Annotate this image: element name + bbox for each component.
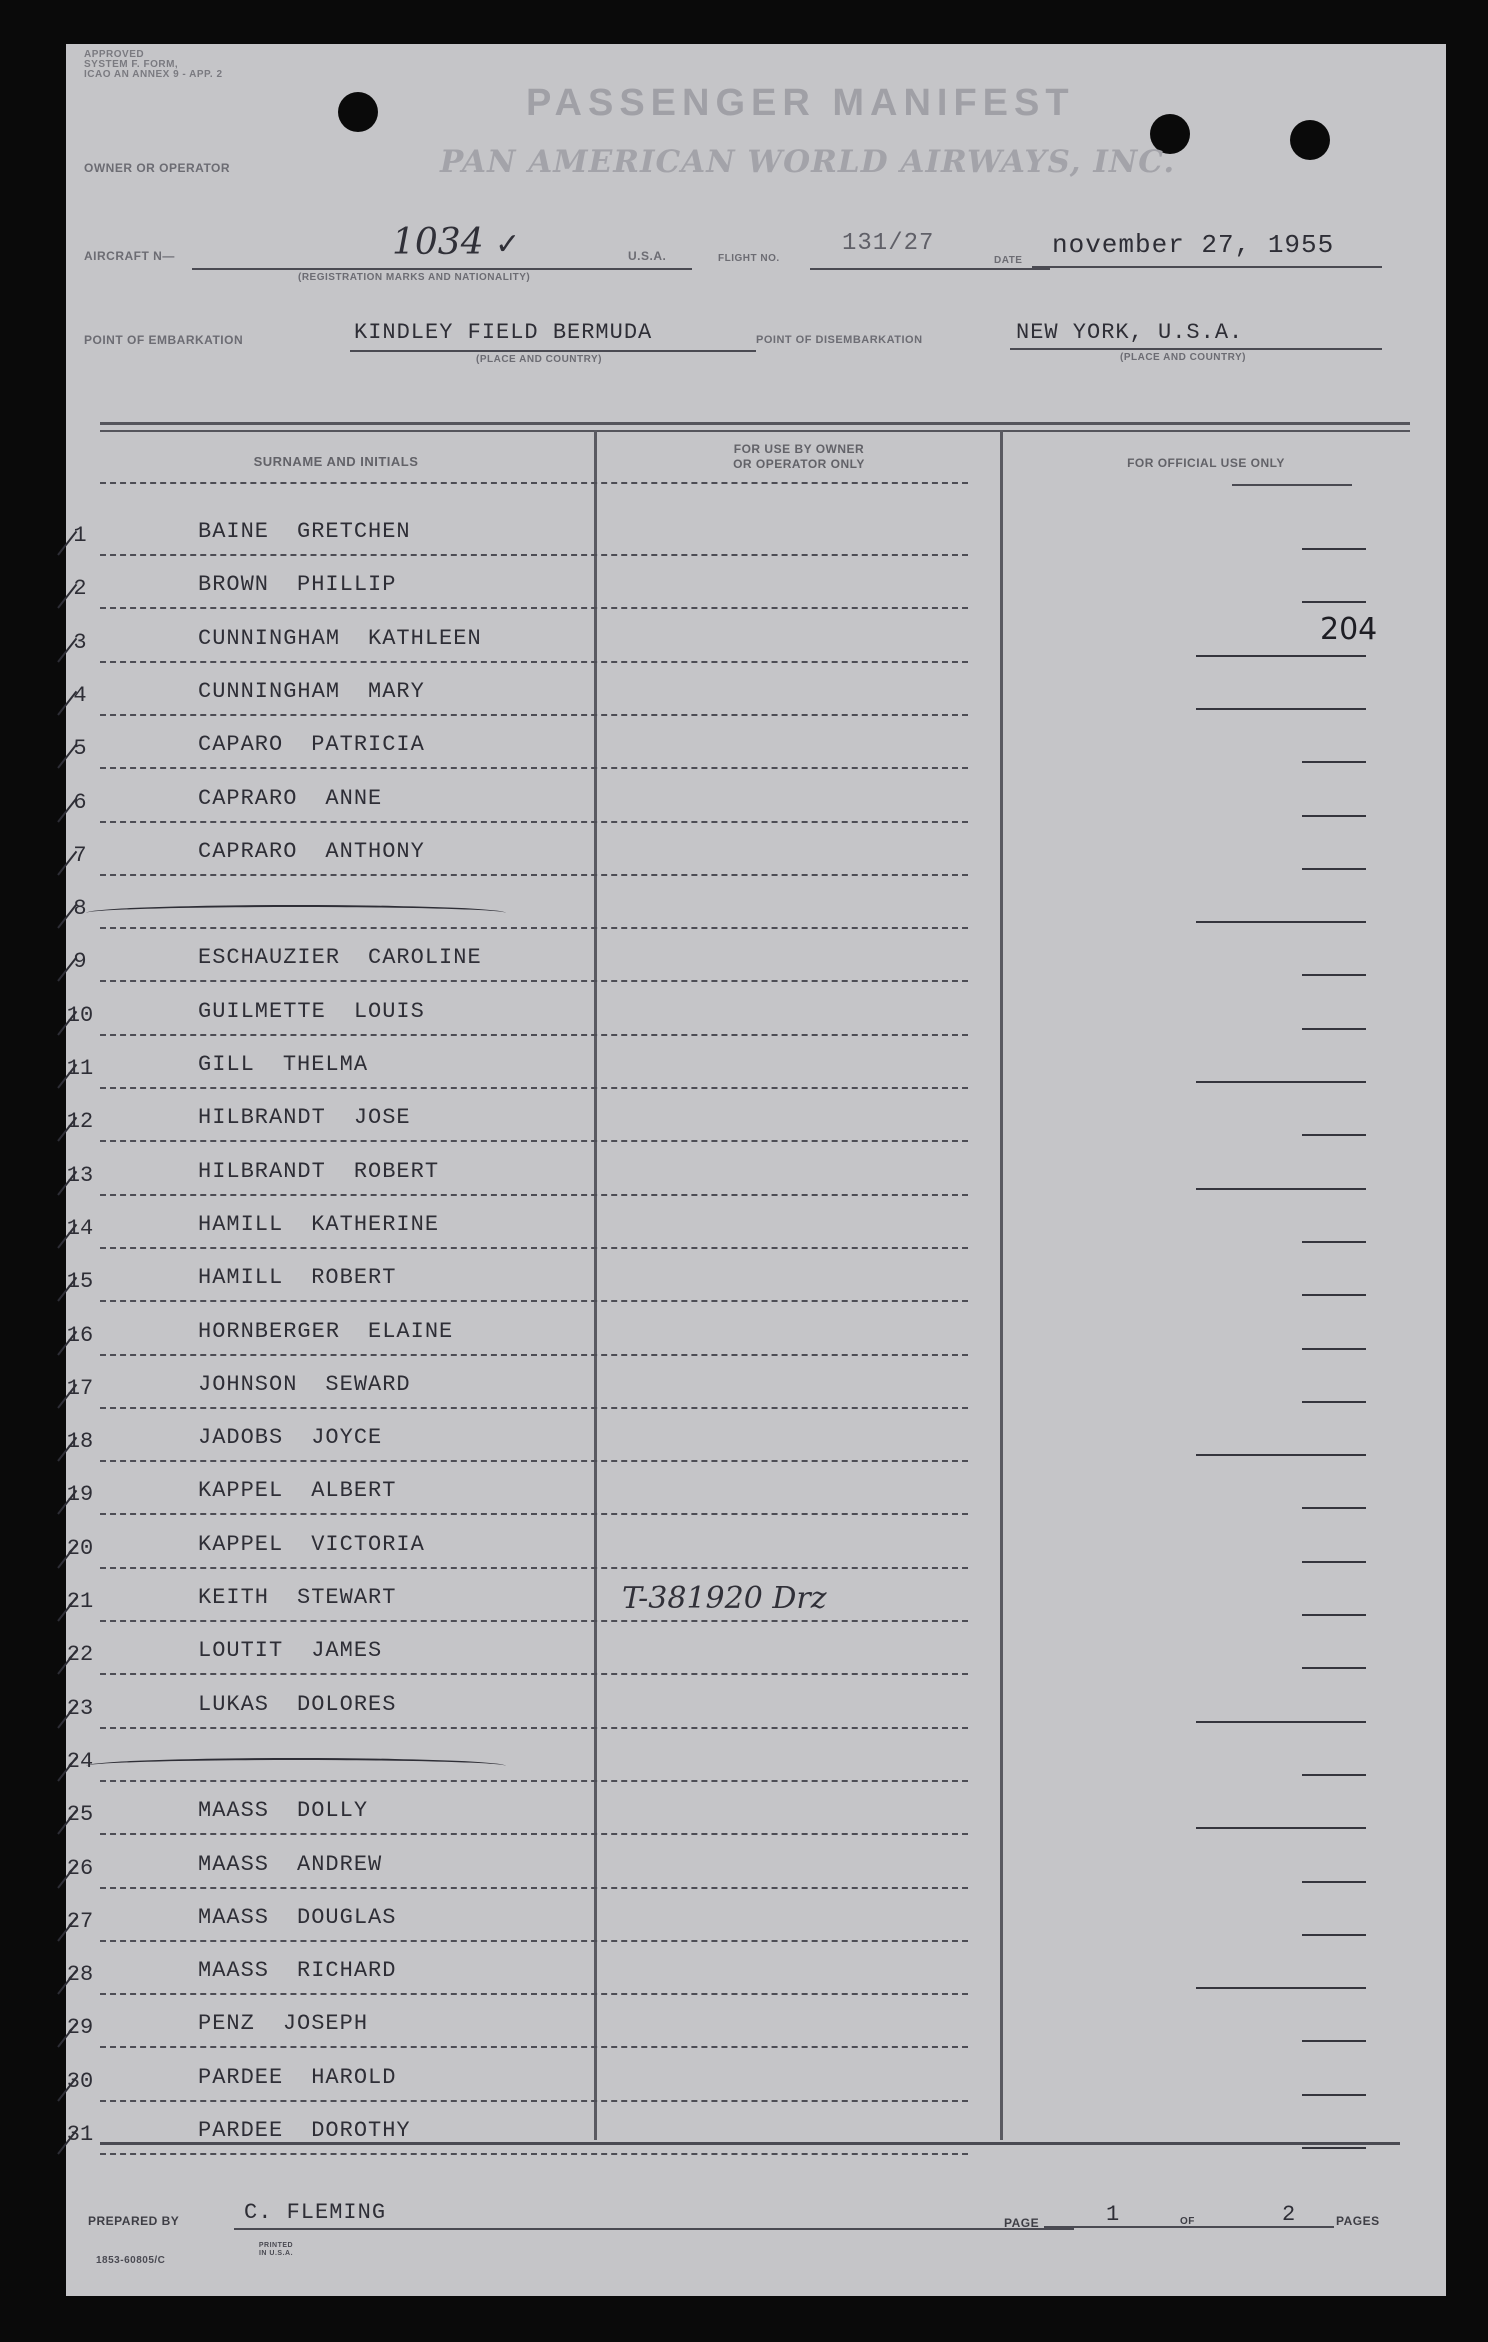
- passenger-row: [66, 1195, 1446, 1249]
- passenger-row: [66, 1728, 1446, 1782]
- official-use-blank: [1302, 1881, 1366, 1883]
- passenger-row: [66, 982, 1446, 1036]
- passenger-surname: MAASS: [198, 1904, 270, 1930]
- row-number: 14: [66, 1215, 94, 1241]
- passenger-given-name: ALBERT: [311, 1478, 397, 1504]
- row-number: 6: [73, 789, 87, 815]
- passenger-name: [198, 1105, 411, 1130]
- punch-hole: [338, 92, 378, 132]
- row-number: 15: [66, 1269, 94, 1295]
- row-number: 30: [66, 2068, 94, 2094]
- column-header-surname: SURNAME AND INITIALS: [253, 454, 419, 469]
- passenger-surname: LOUTIT: [198, 1638, 284, 1664]
- official-use-blank: [1302, 1614, 1366, 1616]
- official-use-blank: [1302, 1294, 1366, 1296]
- passenger-row: [66, 2101, 1446, 2155]
- passenger-row: [66, 1835, 1446, 1889]
- row-number: 2: [73, 576, 87, 602]
- row-number: 16: [66, 1322, 94, 1348]
- prepared-label: PREPARED BY: [88, 2214, 180, 2228]
- row-number: 29: [66, 2015, 94, 2041]
- passenger-row: [66, 555, 1446, 609]
- page-total: 2: [1282, 2202, 1297, 2227]
- row-number: 17: [66, 1375, 94, 1401]
- passenger-row: [66, 769, 1446, 823]
- passenger-given-name: SEWARD: [325, 1371, 411, 1397]
- passenger-row: [66, 1621, 1446, 1675]
- official-use-blank: [1302, 815, 1366, 817]
- page-number: 1: [1106, 2202, 1121, 2227]
- row-number: 3: [73, 629, 87, 655]
- passenger-surname: HAMILL: [198, 1211, 284, 1237]
- aircraft-value: 1034 ✓: [392, 222, 521, 263]
- passenger-surname: CAPARO: [198, 732, 284, 758]
- official-use-blank: [1302, 1774, 1366, 1776]
- passenger-row: [66, 822, 1446, 876]
- prepared-line: [234, 2228, 1074, 2230]
- passenger-given-name: JOYCE: [311, 1425, 383, 1451]
- passenger-row: [66, 1408, 1446, 1462]
- row-number: 7: [73, 842, 87, 868]
- official-use-blank: [1302, 601, 1366, 603]
- passenger-name: [198, 572, 396, 597]
- passenger-given-name: JOSE: [353, 1105, 411, 1131]
- strike-through-line: [86, 905, 506, 921]
- header-row-line: [100, 482, 968, 484]
- passenger-name: [198, 1798, 368, 1823]
- of-label: OF: [1180, 2216, 1195, 2227]
- passenger-given-name: HAROLD: [311, 2064, 397, 2090]
- column-header-owner: FOR USE BY OWNER OR OPERATOR ONLY: [733, 442, 865, 471]
- official-use-blank: [1196, 1721, 1366, 1723]
- table-bottom-rule: [100, 2142, 1400, 2145]
- margin-note: 204: [1320, 612, 1378, 647]
- passenger-given-name: ANTHONY: [325, 838, 425, 864]
- date-line: [1032, 266, 1382, 268]
- row-number: 23: [66, 1695, 94, 1721]
- prepared-value: C. FLEMING: [244, 2200, 387, 2225]
- company-name: PAN AMERICAN WORLD AIRWAYS, INC.: [440, 144, 1176, 180]
- passenger-given-name: DOUGLAS: [297, 1904, 397, 1930]
- passenger-row: [66, 1248, 1446, 1302]
- passenger-row: [66, 1568, 1446, 1622]
- official-use-blank: [1302, 974, 1366, 976]
- row-number: 11: [66, 1056, 94, 1081]
- row-number: 13: [66, 1162, 94, 1188]
- form-number: 1853-60805/C: [96, 2255, 166, 2266]
- passenger-surname: HILBRANDT: [198, 1158, 326, 1184]
- column-header-official: FOR OFFICIAL USE ONLY: [1127, 456, 1285, 470]
- printed-stamp: PRINTED IN U.S.A.: [258, 2242, 294, 2257]
- official-use-blank: [1302, 2147, 1366, 2149]
- passenger-surname: BAINE: [198, 519, 270, 544]
- row-number: 27: [66, 1908, 94, 1934]
- embarkation-value: KINDLEY FIELD BERMUDA: [354, 320, 653, 345]
- passenger-given-name: JAMES: [311, 1638, 383, 1664]
- passenger-name: [198, 2011, 368, 2036]
- row-number: 5: [73, 736, 87, 762]
- row-number: 31: [66, 2122, 94, 2147]
- passenger-name: [198, 1585, 396, 1610]
- official-use-blank: [1302, 1348, 1366, 1350]
- official-use-blank: [1302, 1667, 1366, 1669]
- passenger-row: [66, 662, 1446, 716]
- official-use-blank: [1302, 2040, 1366, 2042]
- usa-label: U.S.A.: [628, 249, 667, 263]
- passenger-surname: PARDEE: [198, 2118, 284, 2143]
- passenger-name: [198, 1905, 396, 1930]
- row-number: 10: [66, 1002, 94, 1028]
- embarkation-line: [350, 350, 756, 352]
- flight-line: [810, 268, 1050, 270]
- passenger-surname: ESCHAUZIER: [198, 945, 341, 971]
- official-use-blank: [1196, 921, 1366, 923]
- row-number: 28: [66, 1962, 94, 1988]
- passenger-surname: CUNNINGHAM: [198, 625, 341, 651]
- official-use-blank: [1196, 1454, 1366, 1456]
- passenger-given-name: RICHARD: [297, 1958, 397, 1984]
- official-use-blank: [1196, 1827, 1366, 1829]
- passenger-surname: HILBRANDT: [198, 1105, 326, 1131]
- official-use-blank: [1302, 1934, 1366, 1936]
- official-use-blank: [1196, 655, 1366, 657]
- passenger-given-name: DOLORES: [297, 1691, 397, 1717]
- passenger-name: [198, 1638, 382, 1663]
- passenger-given-name: LOUIS: [353, 998, 425, 1024]
- passenger-row: [66, 1355, 1446, 1409]
- passenger-given-name: KATHERINE: [311, 1211, 440, 1237]
- passenger-surname: LUKAS: [198, 1691, 270, 1717]
- passenger-given-name: DOLLY: [297, 1798, 369, 1824]
- passenger-name: [198, 999, 425, 1024]
- passenger-name: [198, 519, 411, 544]
- passenger-surname: GILL: [198, 1052, 255, 1077]
- passenger-surname: CUNNINGHAM: [198, 678, 341, 704]
- passenger-row: [66, 1781, 1446, 1835]
- passenger-name: [198, 1692, 396, 1717]
- passenger-given-name: PHILLIP: [297, 572, 397, 598]
- passenger-given-name: GRETCHEN: [297, 519, 411, 544]
- date-value: november 27, 1955: [1052, 230, 1335, 260]
- passenger-surname: KAPPEL: [198, 1478, 284, 1504]
- disembarkation-label: POINT OF DISEMBARKATION: [756, 334, 923, 346]
- passenger-given-name: ELAINE: [368, 1318, 454, 1344]
- passenger-given-name: STEWART: [297, 1585, 397, 1610]
- table-top-rule: [100, 430, 1410, 432]
- row-number: 9: [73, 949, 87, 975]
- row-number: 26: [66, 1855, 94, 1881]
- passenger-name: [198, 1265, 396, 1290]
- official-use-blank: [1302, 1134, 1366, 1136]
- passenger-given-name: JOSEPH: [282, 2011, 369, 2037]
- passenger-given-name: CAROLINE: [368, 945, 482, 971]
- passenger-row: [66, 2048, 1446, 2102]
- flight-label: FLIGHT NO.: [718, 253, 780, 264]
- passenger-surname: HORNBERGER: [198, 1318, 341, 1344]
- passenger-row: [66, 1888, 1446, 1942]
- official-use-blank: [1302, 761, 1366, 763]
- official-header-underline: [1232, 484, 1352, 486]
- passenger-name: [198, 1532, 425, 1557]
- passenger-given-name: ANDREW: [297, 1851, 383, 1877]
- embarkation-caption: (PLACE AND COUNTRY): [476, 354, 602, 365]
- passenger-name: [198, 839, 425, 864]
- manifest-sheet: [66, 44, 1446, 2296]
- passenger-surname: HAMILL: [198, 1265, 284, 1291]
- passenger-name: [198, 786, 382, 811]
- passenger-name: [198, 626, 482, 651]
- passenger-name: [198, 1212, 439, 1237]
- passenger-name: [198, 945, 482, 970]
- official-use-blank: [1196, 1081, 1366, 1083]
- official-use-blank: [1302, 1401, 1366, 1403]
- passenger-name: [198, 1958, 396, 1983]
- passenger-name: [198, 1052, 368, 1077]
- owner-label: OWNER OR OPERATOR: [84, 161, 231, 175]
- passenger-name: [198, 1319, 453, 1344]
- passenger-row: [66, 1142, 1446, 1196]
- passenger-name: [198, 1852, 382, 1877]
- passenger-surname: CAPRARO: [198, 785, 298, 811]
- passenger-row: [66, 1515, 1446, 1569]
- passenger-given-name: ROBERT: [353, 1158, 440, 1184]
- passenger-row: [66, 1994, 1446, 2048]
- passenger-surname: PARDEE: [198, 2064, 284, 2090]
- form-title: PASSENGER MANIFEST: [526, 82, 1075, 124]
- row-number: 4: [73, 682, 87, 708]
- row-number: 12: [66, 1109, 94, 1135]
- passenger-row: [66, 502, 1446, 556]
- row-number: 19: [66, 1482, 94, 1508]
- passenger-name: [198, 1159, 439, 1184]
- row-number: 24: [66, 1748, 94, 1774]
- strike-through-line: [86, 1758, 506, 1774]
- passenger-surname: PENZ: [198, 2011, 255, 2037]
- date-label: DATE: [994, 255, 1023, 266]
- embarkation-label: POINT OF EMBARKATION: [84, 333, 244, 347]
- approval-note: APPROVED SYSTEM F. FORM, ICAO AN ANNEX 9 - APP. 2: [84, 49, 223, 80]
- passenger-name: [198, 732, 425, 757]
- passenger-row: [66, 1035, 1446, 1089]
- passenger-given-name: VICTORIA: [311, 1531, 425, 1557]
- official-use-blank: [1302, 1507, 1366, 1509]
- operator-note: T-381920 Drz: [622, 1581, 827, 1616]
- passenger-surname: BROWN: [198, 572, 270, 598]
- disembarkation-value: NEW YORK, U.S.A.: [1016, 320, 1244, 345]
- passenger-surname: MAASS: [198, 1958, 270, 1984]
- aircraft-line: [192, 268, 692, 270]
- disembarkation-line: [1010, 348, 1382, 350]
- official-use-blank: [1302, 2094, 1366, 2096]
- passenger-surname: MAASS: [198, 1798, 270, 1824]
- punch-hole: [1290, 120, 1330, 160]
- passenger-surname: JOHNSON: [198, 1371, 298, 1397]
- row-number: 21: [66, 1589, 94, 1614]
- passenger-row: [66, 1088, 1446, 1142]
- row-rule: [100, 2153, 968, 2155]
- flight-value: 131/27: [842, 230, 935, 257]
- official-use-blank: [1302, 1028, 1366, 1030]
- pages-label: PAGES: [1336, 2214, 1380, 2228]
- official-use-blank: [1302, 548, 1366, 550]
- passenger-surname: KAPPEL: [198, 1531, 284, 1557]
- passenger-row: [66, 715, 1446, 769]
- row-number: 22: [66, 1642, 94, 1668]
- passenger-surname: GUILMETTE: [198, 998, 326, 1024]
- official-use-blank: [1196, 1188, 1366, 1190]
- passenger-given-name: KATHLEEN: [368, 625, 482, 651]
- passenger-row: [66, 928, 1446, 982]
- passenger-surname: JADOBS: [198, 1425, 284, 1451]
- passenger-row: [66, 1941, 1446, 1995]
- passenger-name: [198, 2065, 396, 2090]
- aircraft-label: AIRCRAFT N—: [84, 249, 175, 263]
- passenger-name: [198, 2118, 411, 2143]
- passenger-surname: KEITH: [198, 1585, 270, 1610]
- passenger-row: [66, 1302, 1446, 1356]
- passenger-row: [66, 875, 1446, 929]
- passenger-surname: MAASS: [198, 1851, 270, 1877]
- official-use-blank: [1302, 868, 1366, 870]
- official-use-blank: [1196, 1987, 1366, 1989]
- passenger-surname: CAPRARO: [198, 838, 298, 864]
- row-number: 18: [66, 1429, 94, 1455]
- passenger-name: [198, 1425, 382, 1450]
- disembarkation-caption: (PLACE AND COUNTRY): [1120, 352, 1246, 363]
- registration-caption: (REGISTRATION MARKS AND NATIONALITY): [298, 272, 531, 283]
- passenger-given-name: PATRICIA: [311, 732, 425, 758]
- passenger-row: [66, 1675, 1446, 1729]
- row-number: 20: [66, 1535, 94, 1561]
- official-use-blank: [1196, 708, 1366, 710]
- passenger-given-name: DOROTHY: [311, 2118, 411, 2143]
- passenger-given-name: ANNE: [325, 785, 383, 811]
- passenger-row: [66, 1461, 1446, 1515]
- row-number: 8: [73, 896, 87, 922]
- official-use-blank: [1302, 1561, 1366, 1563]
- passenger-given-name: THELMA: [282, 1052, 369, 1077]
- passenger-name: [198, 679, 425, 704]
- table-top-rule: [100, 422, 1410, 425]
- passenger-given-name: ROBERT: [311, 1265, 397, 1291]
- passenger-given-name: MARY: [368, 678, 425, 704]
- passenger-name: [198, 1478, 396, 1503]
- page-label: PAGE: [1004, 2216, 1040, 2230]
- row-number: 25: [66, 1802, 94, 1828]
- passenger-row: [66, 609, 1446, 663]
- official-use-blank: [1302, 1241, 1366, 1243]
- row-number: 1: [73, 523, 87, 548]
- passenger-name: [198, 1372, 411, 1397]
